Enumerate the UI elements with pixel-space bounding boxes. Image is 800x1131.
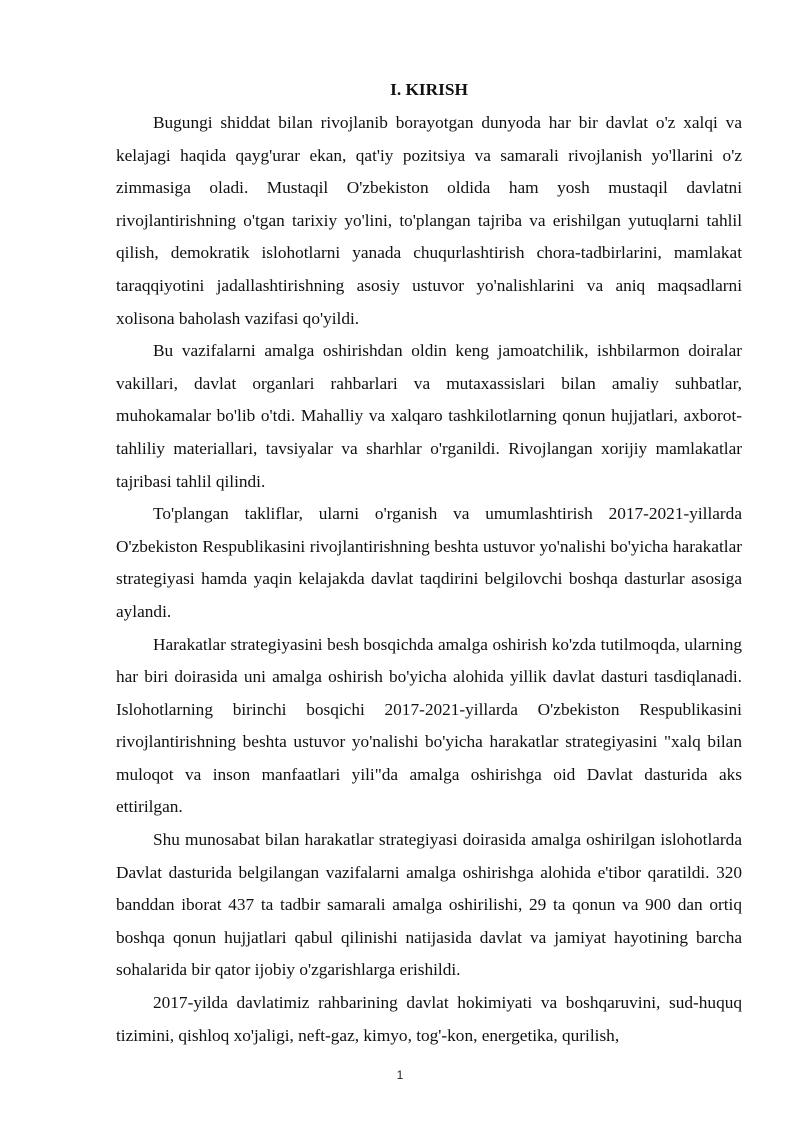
paragraph-5: Shu munosabat bilan harakatlar strategiyasi doirasida amalga oshirilgan islohotlarda Davlat dasturida belgilangan vazifalarni amalga oshirishga alohida e'tibor qaratildi. 320 banddan iborat 437 ta tadbir samarali amalga oshirilishi, 29 ta qonun va 900 dan ortiq boshqa qonun hujjatlari qabul qilinishi natijasida davlat va jamiyat hayotining barcha sohalarida bir qator ijobiy o'zgarishlarga erishildi.	[116, 830, 742, 980]
paragraph-6: 2017-yilda davlatimiz rahbarining davlat hokimiyati va boshqaruvini, sud-huquq tizimini, qishloq xo'jaligi, neft-gaz, kimyo, tog'-kon, energetika, qurilish,	[116, 993, 742, 1045]
paragraph-2: Bu vazifalarni amalga oshirishdan oldin keng jamoatchilik, ishbilarmon doiralar vakillari, davlat organlari rahbarlari va mutaxassislari bilan amaliy suhbatlar, muhokamalar bo'lib o'tdi. Mahalliy va xalqaro tashkilotlarning qonun hujjatlari, axborot-tahliliy materiallari, tavsiyalar va sharhlar o'rganildi. Rivojlangan xorijiy mamlakatlar tajribasi tahlil qilindi.	[116, 341, 742, 491]
page-number: 1	[396, 1068, 404, 1082]
section-heading: I. KIRISH	[390, 80, 468, 99]
paragraph-4: Harakatlar strategiyasini besh bosqichda amalga oshirish ko'zda tutilmoqda, ularning har biri doirasida uni amalga oshirish bo'yicha alohida yillik davlat dasturi tasdiqlanadi. Islohotlarning birinchi bosqichi 2017-2021-yillarda O'zbekiston Respublikasini rivojlantirishning beshta ustuvor yo'nalishi bo'yicha harakatlar strategiyasini "xalq bilan muloqot va inson manfaatlari yili"da amalga oshirishga oid Davlat dasturida aks ettirilgan.	[116, 634, 742, 817]
paragraph-1: Bugungi shiddat bilan rivojlanib borayotgan dunyoda har bir davlat o'z xalqi va kelajagi haqida qayg'urar ekan, qat'iy pozitsiya va samarali rivojlanish yo'llarini o'z zimmasiga oladi. Mustaqil O'zbekiston oldida ham yosh mustaqil davlatni rivojlantirishning o'tgan tarixiy yo'lini, to'plangan tajriba va erishilgan yutuqlarni tahlil qilish, demokratik islohotlarni yanada chuqurlashtirish chora-tadbirlarini, mamlakat taraqqiyotini jadallashtirishning asosiy ustuvor yo'nalishlarini va aniq maqsadlarni xolisona baholash vazifasi qo'yildi.	[116, 113, 742, 328]
page-content	[116, 76, 742, 1052]
paragraph-3: To'plangan takliflar, ularni o'rganish va umumlashtirish 2017-2021-yillarda O'zbekiston Respublikasini rivojlantirishning beshta ustuvor yo'nalishi bo'yicha harakatlar strategiyasi hamda yaqin kelajakda davlat taqdirini belgilovchi boshqa dasturlar asosiga aylandi.	[116, 504, 742, 621]
